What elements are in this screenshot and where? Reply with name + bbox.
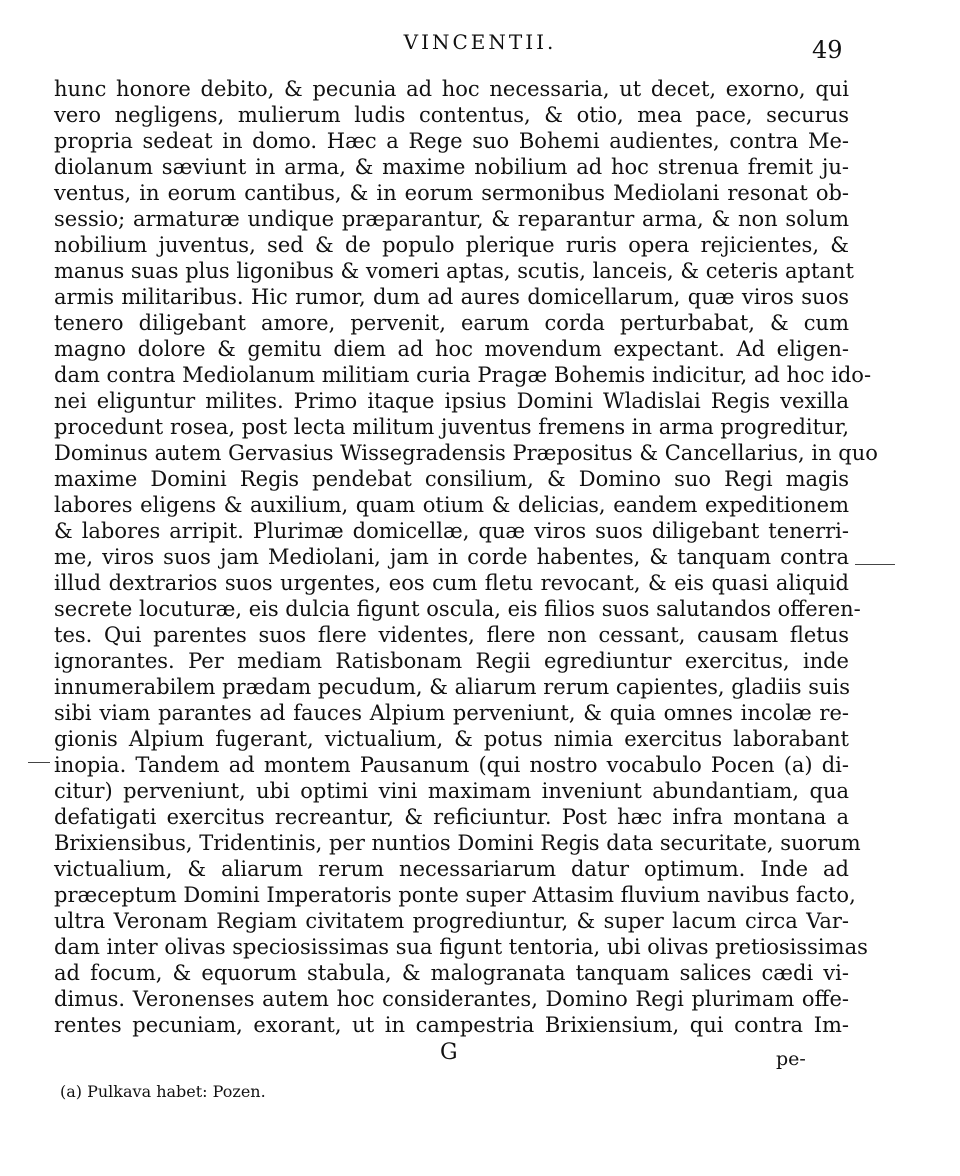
text-line: ventus, in eorum cantibus, & in eorum sermonibus Mediolani resonat ob- (54, 181, 849, 205)
body-text (54, 76, 878, 1038)
text-line: ad focum, & equorum stabula, & malogranata tanquam salices cædi vi- (54, 961, 849, 985)
text-line: vero negligens, mulierum ludis contentus, & otio, mea pace, securus (54, 103, 849, 127)
text-line: dam contra Mediolanum militiam curia Pragæ Bohemis indicitur, ad hoc ido- (54, 363, 872, 387)
footnote: (a) Pulkava habet: Pozen. (60, 1082, 266, 1101)
text-line: sibi viam parantes ad fauces Alpium perveniunt, & quia omnes incolæ re- (54, 701, 849, 725)
text-line: armis militaribus. Hic rumor, dum ad aures domicellarum, quæ viros suos (54, 285, 849, 309)
text-line: tenero diligebant amore, pervenit, earum corda perturbabat, & cum (54, 311, 849, 335)
text-line: me, viros suos jam Mediolani, jam in corde habentes, & tanquam contra (54, 545, 849, 569)
text-line: procedunt rosea, post lecta militum juventus fremens in arma progreditur, (54, 415, 849, 439)
text-line: Brixiensibus, Tridentinis, per nuntios Domini Regis data securitate, suorum (54, 831, 861, 855)
page-number: 49 (812, 36, 843, 64)
text-line: defatigati exercitus recreantur, & reficiuntur. Post hæc infra montana a (54, 805, 849, 829)
margin-rule (28, 762, 50, 763)
text-line: magno dolore & gemitu diem ad hoc movendum expectant. Ad eligen- (54, 337, 849, 361)
text-line: citur) perveniunt, ubi optimi vini maximam inveniunt abundantiam, qua (54, 779, 849, 803)
text-line: præceptum Domini Imperatoris ponte super Attasim fluvium navibus facto, (54, 883, 856, 907)
text-line: ignorantes. Per mediam Ratisbonam Regii egrediuntur exercitus, inde (54, 649, 849, 673)
text-line: & labores arripit. Plurimæ domicellæ, quæ viros suos diligebant tenerri- (54, 519, 849, 543)
text-line: Dominus autem Gervasius Wissegradensis Præpositus & Cancellarius, in quo (54, 441, 878, 465)
text-line: innumerabilem prædam pecudum, & aliarum rerum capientes, gladiis suis (54, 675, 851, 699)
running-head: VINCENTII. (403, 30, 557, 54)
text-line: gionis Alpium fugerant, victualium, & potus nimia exercitus laborabant (54, 727, 849, 751)
text-line: propria sedeat in domo. Hæc a Rege suo Bohemi audientes, contra Me- (54, 129, 849, 153)
text-line: secrete locuturæ, eis dulcia figunt oscula, eis filios suos salutandos offeren- (54, 597, 861, 621)
text-line: dam inter olivas speciosissimas sua figunt tentoria, ubi olivas pretiosissimas (54, 935, 868, 959)
text-line: nobilium juventus, sed & de populo plerique ruris opera rejicientes, & (54, 233, 849, 257)
text-line: diolanum sæviunt in arma, & maxime nobilium ad hoc strenua fremit ju- (54, 155, 849, 179)
text-line: ultra Veronam Regiam civitatem progrediuntur, & super lacum circa Var- (54, 909, 849, 933)
text-line: sessio; armaturæ undique præparantur, & reparantur arma, & non solum (54, 207, 849, 231)
catchword: pe- (776, 1048, 806, 1070)
text-line: labores eligens & auxilium, quam otium & delicias, eandem expeditionem (54, 493, 849, 517)
margin-rule (855, 564, 895, 565)
text-line: illud dextrarios suos urgentes, eos cum fletu revocant, & eis quasi aliquid (54, 571, 849, 595)
text-line: inopia. Tandem ad montem Pausanum (qui nostro vocabulo Pocen (a) di- (54, 753, 849, 777)
text-line: rentes pecuniam, exorant, ut in campestria Brixiensium, qui contra Im- (54, 1013, 849, 1037)
text-line: hunc honore debito, & pecunia ad hoc necessaria, ut decet, exorno, qui (54, 77, 849, 101)
text-line: victualium, & aliarum rerum necessariarum datur optimum. Inde ad (54, 857, 849, 881)
text-line: maxime Domini Regis pendebat consilium, & Domino suo Regi magis (54, 467, 849, 491)
text-line: manus suas plus ligonibus & vomeri aptas, scutis, lanceis, & ceteris aptant (54, 259, 854, 283)
text-line: nei eliguntur milites. Primo itaque ipsius Domini Wladislai Regis vexilla (54, 389, 849, 413)
text-line: dimus. Veronenses autem hoc considerantes, Domino Regi plurimam offe- (54, 987, 849, 1011)
text-line: tes. Qui parentes suos flere videntes, flere non cessant, causam fletus (54, 623, 849, 647)
signature-mark: G (440, 1040, 458, 1065)
